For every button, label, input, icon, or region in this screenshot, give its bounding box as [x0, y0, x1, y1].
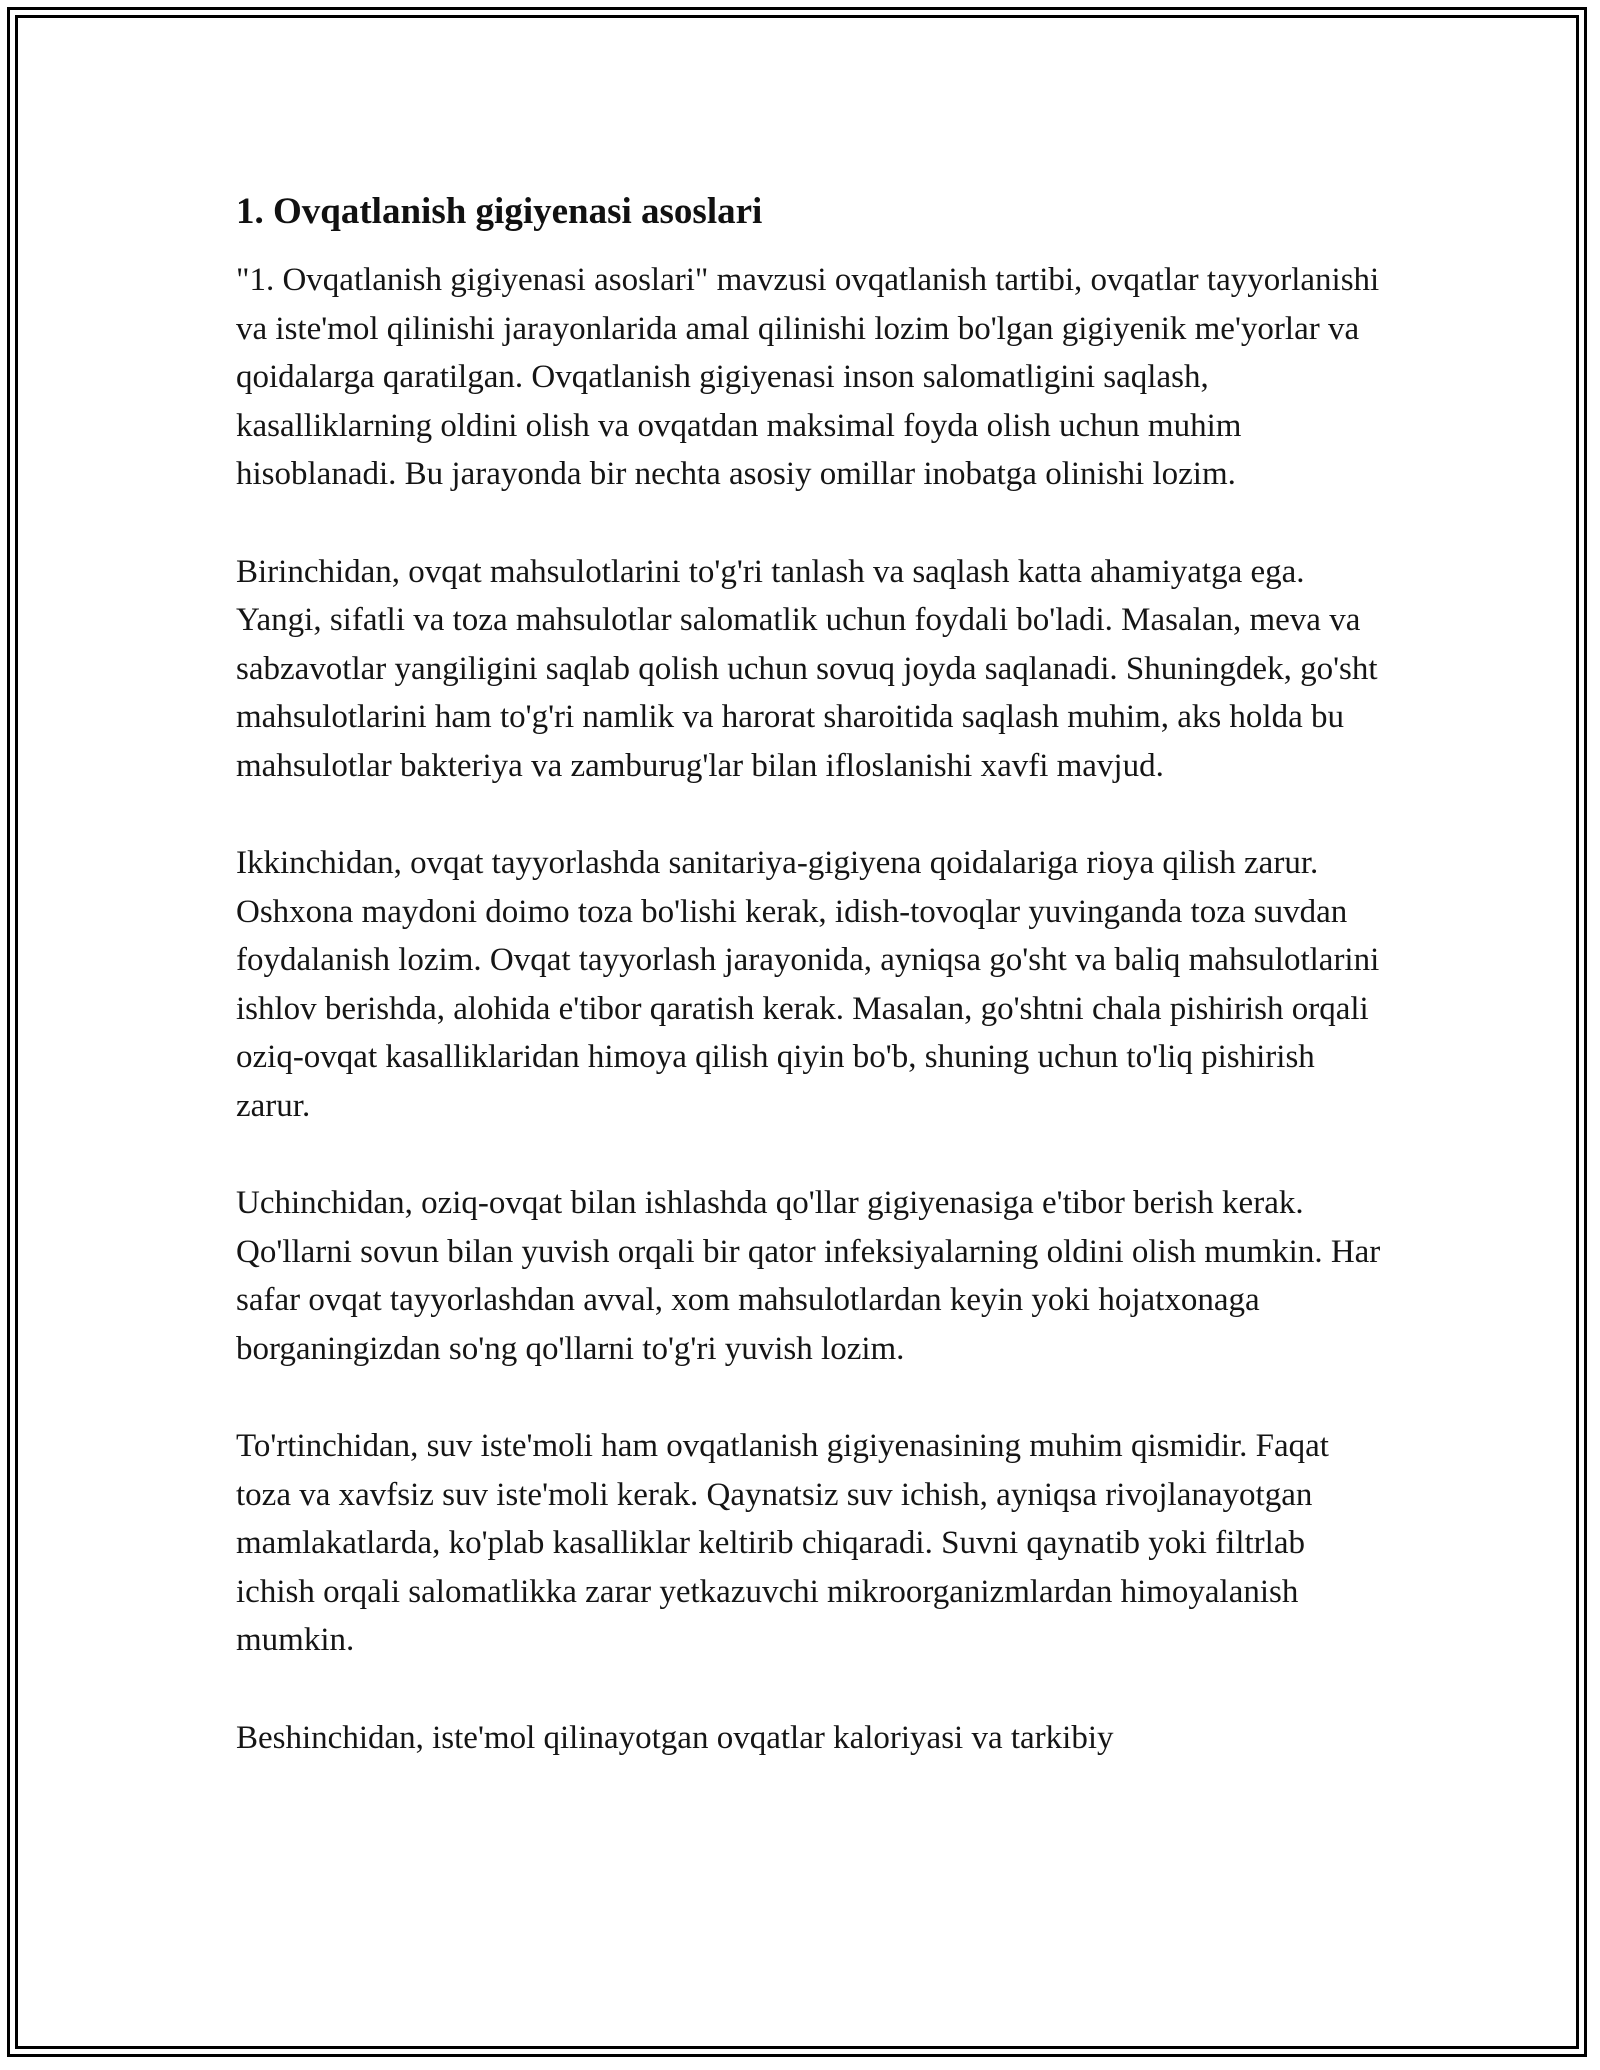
paragraph-fourth-point: To'rtinchidan, suv iste'moli ham ovqatlanish gigiyenasining muhim qismidir. Faqat toza va xavfsiz suv iste'moli kerak. Qaynatsiz suv ichish, ayniqsa rivojlanayotgan mamlakatlarda, ko'plab kasalliklar keltirib chiqaradi. Suvni qaynatib yoki filtrlab ichish orqali salomatlikka zarar yetkazuvchi mikroorganizmlardan himoyalanish mumkin.	[236, 1428, 1329, 1658]
paragraph-fifth-point: Beshinchidan, iste'mol qilinayotgan ovqatlar kaloriyasi va tarkibiy	[236, 1719, 1114, 1756]
paragraph-third-point: Uchinchidan, oziq-ovqat bilan ishlashda qo'llar gigiyenasiga e'tibor berish kerak. Qo'llarni sovun bilan yuvish orqali bir qator infeksiyalarning oldini olish mumkin. Har safar ovqat tayyorlashdan avval, xom mahsulotlardan keyin yoki hojatxonaga borganingizdan so'ng qo'llarni to'g'ri yuvish lozim.	[236, 1185, 1381, 1367]
paragraph-intro: "1. Ovqatlanish gigiyenasi asoslari" mavzusi ovqatlanish tartibi, ovqatlar tayyorlanishi va iste'mol qilinishi jarayonlarida amal qilinishi lozim bo'lgan gigiyenik me'yorlar va qoidalarga qaratilgan. Ovqatlanish gigiyenasi inson salomatligini saqlash, kasalliklarning oldini olish va ovqatdan maksimal foyda olish uchun muhim hisoblanadi. Bu jarayonda bir nechta asosiy omillar inobatga olinishi lozim.	[236, 262, 1380, 492]
document-title: 1. Ovqatlanish gigiyenasi asoslari	[236, 191, 763, 232]
paragraph-first-point: Birinchidan, ovqat mahsulotlarini to'g'ri tanlash va saqlash katta ahamiyatga ega. Yangi, sifatli va toza mahsulotlar salomatlik uchun foydali bo'ladi. Masalan, meva va sabzavotlar yangiligini saqlab qolish uchun sovuq joyda saqlanadi. Shuningdek, go'sht mahsulotlarini ham to'g'ri namlik va harorat sharoitida saqlash muhim, aks holda bu mahsulotlar bakteriya va zamburug'lar bilan ifloslanishi xavfi mavjud.	[236, 553, 1378, 784]
document-body	[236, 188, 1386, 1811]
paragraph-second-point: Ikkinchidan, ovqat tayyorlashda sanitariya-gigiyena qoidalariga rioya qilish zarur. Oshxona maydoni doimo toza bo'lishi kerak, idish-tovoqlar yuvinganda toza suvdan foydalanish lozim. Ovqat tayyorlash jarayonida, ayniqsa go'sht va baliq mahsulotlarini ishlov berishda, alohida e'tibor qaratish kerak. Masalan, go'shtni chala pishirish orqali oziq-ovqat kasalliklaridan himoya qilish qiyin bo'b, shuning uchun to'liq pishirish zarur.	[236, 845, 1380, 1124]
